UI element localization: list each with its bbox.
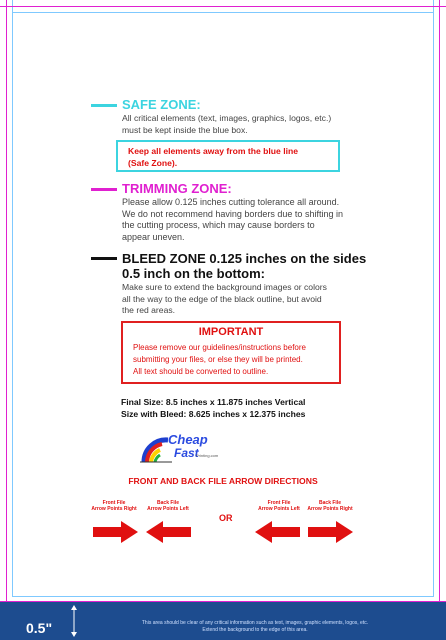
trimming-zone-text: Please allow 0.125 inches cutting tolerance all around. We do not recommend having borders due to shifting in the cutting process, which may cause borders to appear uneven.	[122, 197, 343, 242]
safe-line-top	[12, 12, 434, 13]
bottom-bleed-value: 0.5"	[26, 620, 53, 636]
bleed-zone-title: BLEED ZONE 0.125 inches on the sides 0.5 inch on the bottom:	[122, 251, 367, 281]
bleed-zone-text: Make sure to extend the background images or colors all the way to the edge of the black outline, but avoid the red areas.	[122, 282, 327, 315]
important-title: IMPORTANT	[198, 326, 264, 338]
trim-line-left	[6, 0, 7, 602]
arrow-directions-title: FRONT AND BACK FILE ARROW DIRECTIONS	[128, 476, 318, 486]
important-box	[121, 321, 341, 384]
trimming-zone-title: TRIMMING ZONE:	[122, 181, 232, 196]
label-back-right: Back File Arrow Points Right	[307, 500, 353, 512]
safe-line-right	[433, 0, 434, 596]
bleed-zone-dash	[91, 257, 117, 260]
logo-small-text: Printing.com	[196, 453, 219, 458]
safe-zone-note-box	[116, 140, 340, 172]
bottom-bleed-note: This area should be clear of any critical information such as text, images, graphic elements, logos, etc. Extend the background to the edge of this area.	[141, 620, 369, 633]
safe-zone-note: Keep all elements away from the blue line (Safe Zone).	[128, 146, 299, 168]
trim-line-top	[0, 6, 446, 7]
bleed-size: Size with Bleed: 8.625 inches x 12.375 inches	[121, 409, 306, 419]
label-back-left: Back File Arrow Points Left	[147, 500, 189, 512]
label-front-left: Front File Arrow Points Left	[258, 500, 300, 512]
label-front-right: Front File Arrow Points Right	[91, 500, 137, 512]
safe-zone-text: All critical elements (text, images, graphics, logos, etc.) must be kept inside the blue box.	[122, 113, 332, 135]
safe-zone-dash	[91, 104, 117, 107]
arrow-right-icon	[308, 521, 354, 543]
safe-zone-title: SAFE ZONE:	[122, 97, 201, 112]
trimming-zone-dash	[91, 188, 117, 191]
arrow-left-icon	[146, 521, 192, 543]
safe-line-bottom	[12, 596, 434, 597]
arrow-right-icon	[93, 521, 139, 543]
logo-word-cheap: Cheap	[168, 432, 208, 447]
logo-word-fast: Fast	[174, 446, 199, 460]
cheapfastprinting-logo	[138, 426, 238, 468]
safe-line-left	[12, 0, 13, 596]
trim-line-right	[439, 0, 440, 602]
arrow-left-icon	[255, 521, 301, 543]
important-text: Please remove our guidelines/instructions before submitting your files, or else they will be printed. All text should be converted to outline.	[133, 343, 306, 376]
final-size: Final Size: 8.5 inches x 11.875 inches Vertical	[121, 397, 306, 407]
or-label: OR	[219, 513, 233, 523]
